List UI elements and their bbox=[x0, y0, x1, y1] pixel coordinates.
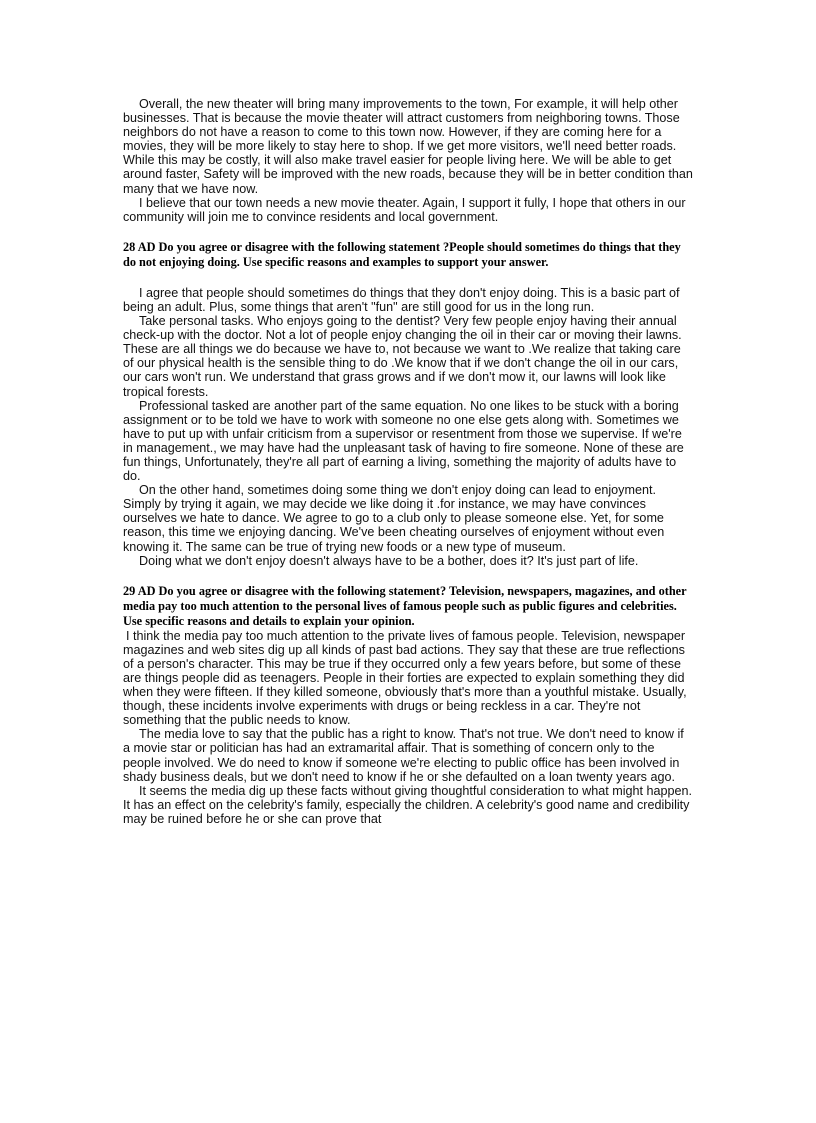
question-28-heading: 28 AD Do you agree or disagree with the following statement ?People should sometimes do things that they do not enjoying doing. Use specific reasons and examples to support your answer. bbox=[123, 239, 681, 269]
q28-paragraph-4: On the other hand, sometimes doing some thing we don't enjoy doing can lead to enjoyment. Simply by trying it again, we may decide we like doing it .for instance, we may have convinces ourselves we hate to dance. We agree to go to a club only to please someone else. Yet, for some reason, this time we enjoying dancing. We've been cheating ourselves of enjoyment without even knowing it. The same can be true of trying new foods or a new type of museum. bbox=[123, 483, 665, 554]
intro-paragraph-2: I believe that our town needs a new movie theater. Again, I support it fully, I hope that others in our community will join me to convince residents and local government. bbox=[123, 195, 686, 224]
question-29-heading: 29 AD Do you agree or disagree with the following statement? Television, newspapers, magazines, and other media pay too much attention to the personal lives of famous people such as public figures and celebrities. Use specific reasons and details to explain your opinion. bbox=[123, 583, 687, 628]
intro-paragraph-1: Overall, the new theater will bring many improvements to the town, For example, it will help other businesses. That is because the movie theater will attract customers from neighboring towns. Those neighbors do not have a reason to come to this town now. However, if they are coming here for a movies, they will be more likely to stay here to shop. If we get more visitors, we'll need better roads. While this may be costly, it will also make travel easier for people living here. We will be able to get around faster, Safety will be improved with the new roads, because they will be in better condition than many that we have now. bbox=[123, 97, 693, 196]
document-page bbox=[123, 97, 693, 826]
q28-paragraph-5: Doing what we don't enjoy doesn't always have to be a bother, does it? It's just part of life. bbox=[139, 553, 639, 568]
q29-paragraph-2: The media love to say that the public has a right to know. That's not true. We don't need to know if a movie star or politician has had an extramarital affair. That is something of concern only to the people involved. We do need to know if someone we're electing to public office has been involved in shady business deals, but we don't need to know if he or she defaulted on a loan twenty years ago. bbox=[123, 727, 684, 784]
q29-paragraph-1: I think the media pay too much attention to the private lives of famous people. Television, newspaper magazines and web sites dig up all kinds of past bad actions. They say that these are true reflections of a person's character. This may be true if they occurred only a few years before, but some of these are things people did as teenagers. People in their forties are expected to explain something they did when they were fifteen. If they killed someone, obviously that's more than a youthful mistake. Usually, though, these incidents involve experiments with drugs or being reckless in a car. They're not something that the public needs to know. bbox=[123, 628, 687, 728]
q28-paragraph-1: I agree that people should sometimes do things that they don't enjoy doing. This is a basic part of being an adult. Plus, some things that aren't "fun" are still good for us in the long run. bbox=[123, 285, 680, 314]
q28-paragraph-3: Professional tasked are another part of the same equation. No one likes to be stuck with a boring assignment or to be told we have to work with someone no one else gets along with. Sometimes we have to put up with unfair criticism from a supervisor or resentment from those we supervise. If we're in management., we may have had the unpleasant task of having to fire someone. None of these are fun things, Unfortunately, they're all part of earning a living, something the majority of adults have to do. bbox=[123, 398, 684, 484]
q28-paragraph-2: Take personal tasks. Who enjoys going to the dentist? Very few people enjoy having their annual check-up with the doctor. Not a lot of people enjoy changing the oil in their car or moving their lawns. These are all things we do because we have to, not because we want to .We realize that taking care of our physical health is the sensible thing to do .We know that if we don't change the oil in our cars, our cars won't run. We understand that grass grows and if we don't mow it, our lawns will look like tropical forests. bbox=[123, 314, 682, 399]
q29-paragraph-3: It seems the media dig up these facts without giving thoughtful consideration to what might happen. It has an effect on the celebrity's family, especially the children. A celebrity's good name and credibility may be ruined before he or she can prove that bbox=[123, 783, 693, 826]
